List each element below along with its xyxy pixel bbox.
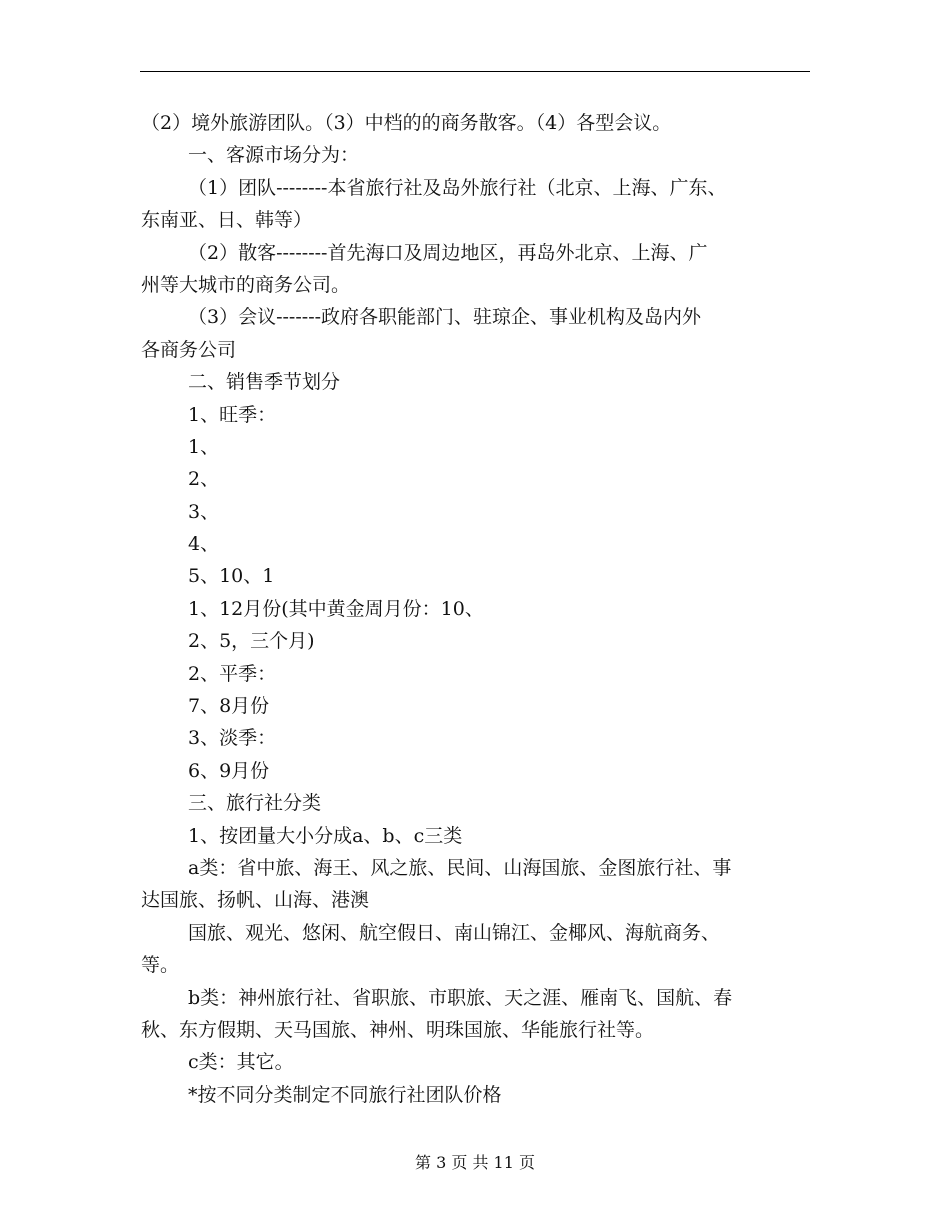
text-line: （2）散客--------首先海口及周边地区，再岛外北京、上海、广 bbox=[188, 241, 708, 264]
text-line: 秋、东方假期、天马国旅、神州、明珠国旅、华能旅行社等。 bbox=[141, 1018, 655, 1041]
text-line: 一、客源市场分为： bbox=[188, 144, 360, 167]
text-line: （1）团队--------本省旅行社及岛外旅行社（北京、上海、广东、 bbox=[188, 176, 727, 199]
text-line: 国旅、观光、悠闲、航空假日、南山锦江、金椰风、海航商务、 bbox=[188, 921, 721, 944]
text-line: 各商务公司 bbox=[141, 338, 237, 361]
text-line: 1、按团量大小分成a、b、c三类 bbox=[188, 824, 463, 847]
text-line: a类：省中旅、海王、风之旅、民间、山海国旅、金图旅行社、事 bbox=[188, 856, 732, 879]
text-line: 2、平季： bbox=[188, 662, 277, 685]
text-line: （2）境外旅游团队。（3）中档的的商务散客。（4）各型会议。 bbox=[141, 112, 672, 134]
text-line: b类：神州旅行社、省职旅、市职旅、天之涯、雁南飞、国航、春 bbox=[188, 986, 733, 1009]
text-line: 2、 bbox=[188, 468, 220, 491]
text-line: 1、 bbox=[188, 435, 220, 458]
text-line: 1、旺季： bbox=[188, 403, 277, 426]
text-line: 二、销售季节划分 bbox=[188, 371, 341, 394]
text-line: 7、8月份 bbox=[188, 695, 270, 718]
text-line: 达国旅、扬帆、山海、港澳 bbox=[141, 889, 370, 912]
page-footer: 第 3 页 共 11 页 bbox=[415, 1153, 535, 1172]
text-line: 等。 bbox=[141, 954, 180, 977]
text-line: 3、淡季： bbox=[188, 727, 277, 750]
header-rule bbox=[140, 71, 810, 72]
document-body bbox=[141, 107, 813, 1111]
text-line: c类：其它。 bbox=[188, 1051, 294, 1074]
text-line: 2、5，三个月) bbox=[188, 630, 315, 653]
text-line: *按不同分类制定不同旅行社团队价格 bbox=[188, 1083, 502, 1106]
text-line: 1、12月份(其中黄金周月份：10、 bbox=[188, 597, 484, 620]
text-line: 东南亚、日、韩等） bbox=[141, 209, 313, 232]
text-line: 州等大城市的商务公司。 bbox=[141, 273, 351, 296]
text-line: 3、 bbox=[188, 500, 220, 523]
text-line: 5、10、1 bbox=[188, 565, 275, 588]
text-line: 4、 bbox=[188, 533, 220, 556]
text-line: （3）会议-------政府各职能部门、驻琼企、事业机构及岛内外 bbox=[188, 306, 702, 329]
text-line: 6、9月份 bbox=[188, 759, 270, 782]
text-line: 三、旅行社分类 bbox=[188, 792, 322, 815]
